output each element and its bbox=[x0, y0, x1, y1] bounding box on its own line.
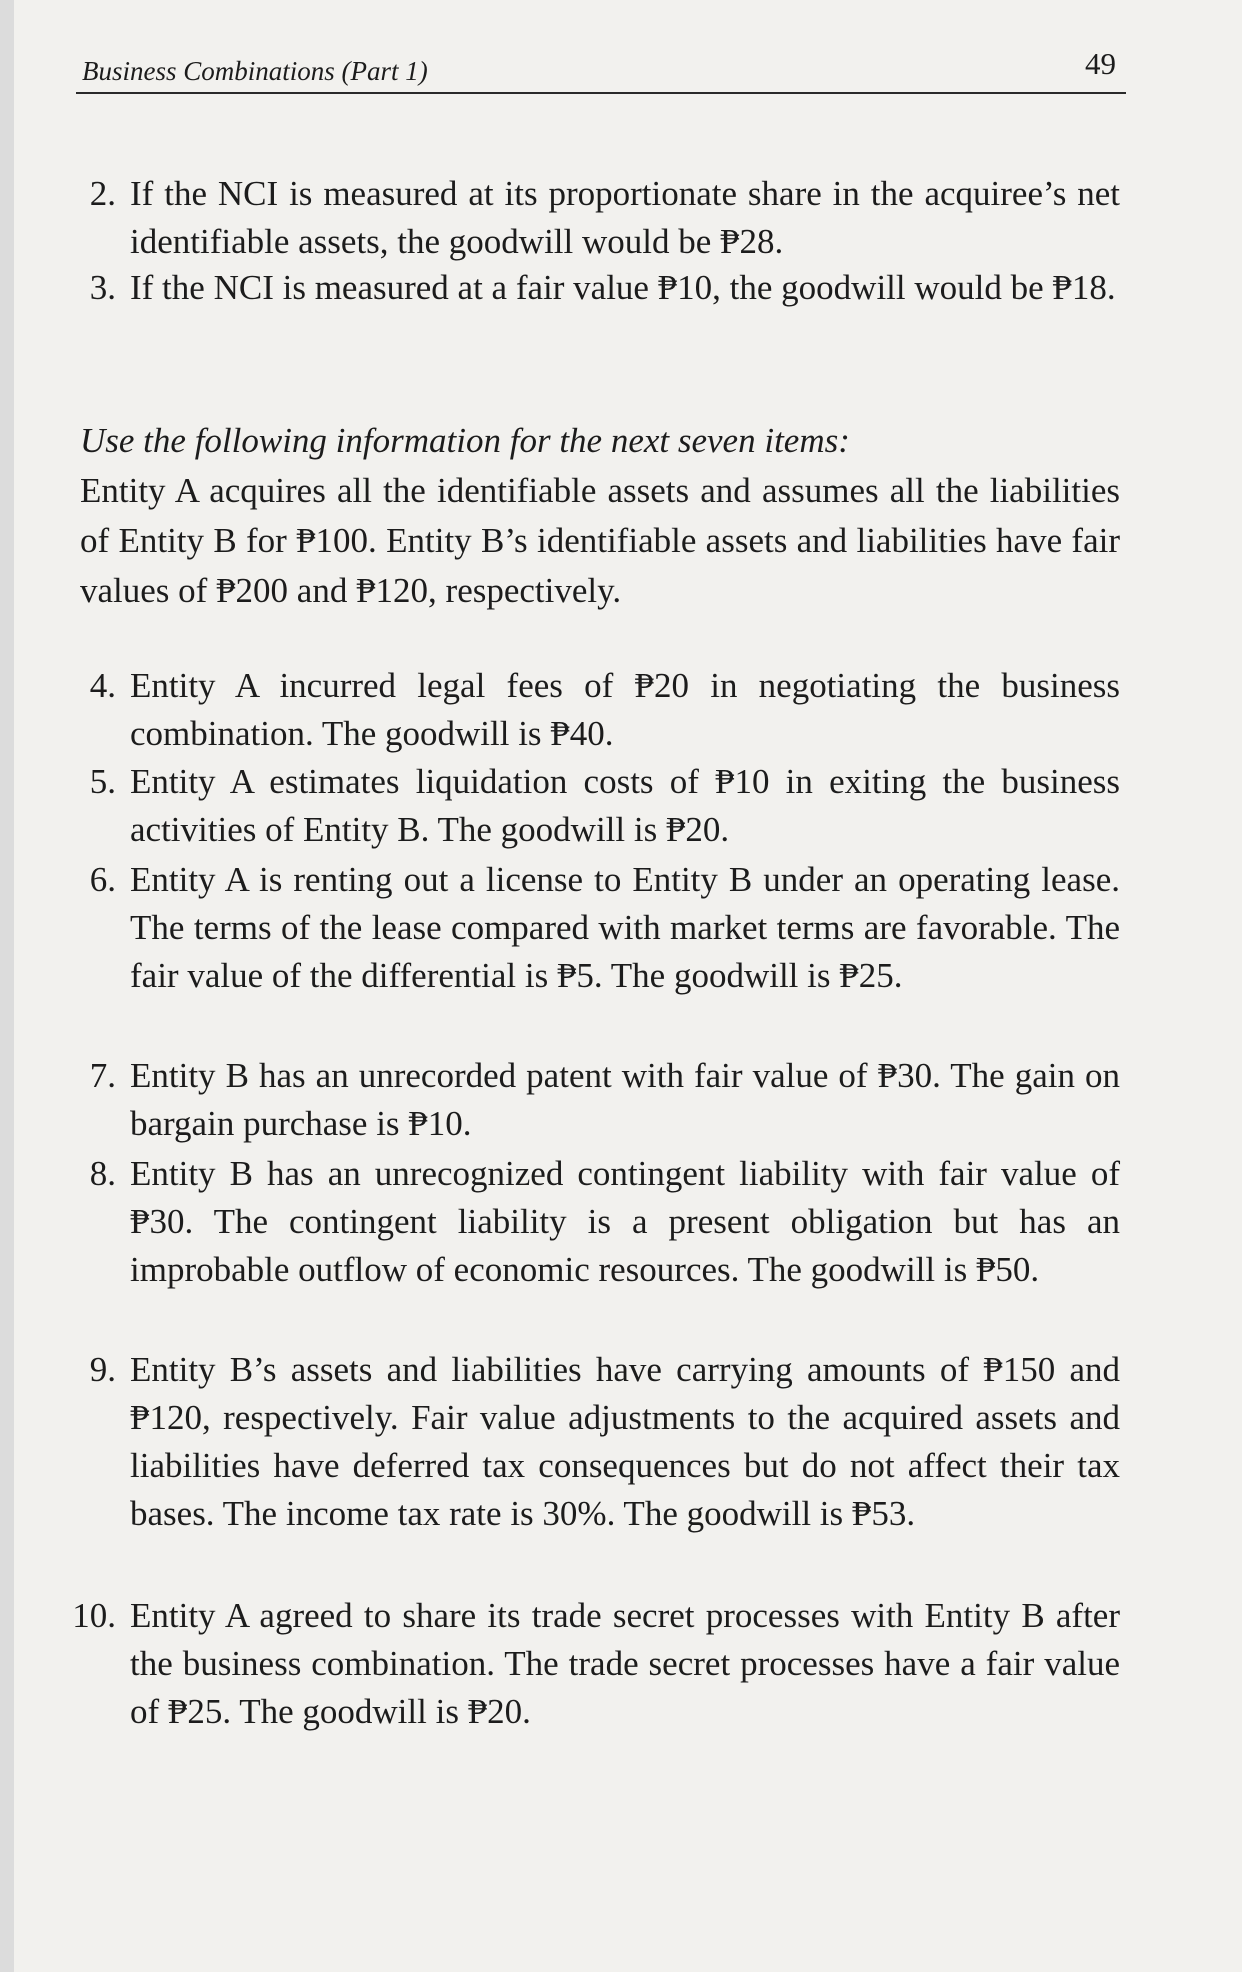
item-number: 5. bbox=[89, 762, 116, 801]
list-item bbox=[89, 856, 1120, 1000]
item-number: 7. bbox=[89, 1056, 116, 1095]
list-item bbox=[89, 758, 1120, 854]
item-text: Entity B has an unrecorded patent with fair value of ₱30. The gain on bargain purchase is ₱10. bbox=[130, 1056, 1120, 1143]
item-text: Entity B has an unrecognized contingent liability with fair value of ₱30. The contingent liability is a present obligation but has an improbable outflow of economic resources. The goodwill is ₱50. bbox=[130, 1154, 1120, 1289]
item-number: 10. bbox=[72, 1596, 116, 1635]
item-number: 3. bbox=[89, 268, 116, 307]
list-item bbox=[89, 170, 1120, 266]
item-number: 8. bbox=[89, 1154, 116, 1193]
page-number: 49 bbox=[1085, 46, 1116, 81]
list-item bbox=[89, 1150, 1120, 1294]
item-text: Entity A incurred legal fees of ₱20 in negotiating the business combination. The goodwill is ₱40. bbox=[130, 666, 1120, 753]
item-text: Entity A estimates liquidation costs of ₱10 in exiting the business activities of Entity B. The goodwill is ₱20. bbox=[130, 762, 1120, 849]
list-item bbox=[72, 1592, 1120, 1736]
list-item bbox=[89, 662, 1120, 758]
item-text: Entity A is renting out a license to Entity B under an operating lease. The terms of the lease compared with market terms are favorable. The fair value of the differential is ₱5. The goodwill is ₱25. bbox=[130, 860, 1120, 995]
page-edge-shadow bbox=[0, 0, 14, 1972]
item-text: If the NCI is measured at its proportionate share in the acquiree’s net identifiable assets, the goodwill would be ₱28. bbox=[130, 174, 1120, 261]
item-text: If the NCI is measured at a fair value ₱10, the goodwill would be ₱18. bbox=[130, 268, 1116, 307]
item-text: Entity A agreed to share its trade secret processes with Entity B after the business combination. The trade secret processes have a fair value of ₱25. The goodwill is ₱20. bbox=[130, 1596, 1120, 1731]
information-body: Entity A acquires all the identifiable assets and assumes all the liabilities of Entity B for ₱100. Entity B’s identifiable assets and liabilities have fair values of ₱200 and ₱120, respectively. bbox=[80, 471, 1120, 610]
item-number: 2. bbox=[89, 174, 116, 213]
list-item bbox=[89, 1052, 1120, 1148]
information-heading: Use the following information for the next seven items: bbox=[80, 421, 850, 460]
running-head: Business Combinations (Part 1) bbox=[82, 56, 428, 86]
item-number: 6. bbox=[89, 860, 116, 899]
information-block bbox=[80, 416, 1120, 616]
item-number: 4. bbox=[89, 666, 116, 705]
item-text: Entity B’s assets and liabilities have carrying amounts of ₱150 and ₱120, respectively. Fair value adjustments to the acquired assets and liabilities have deferred tax consequences but do not affect their tax bases. The income tax rate is 30%. The goodwill is ₱53. bbox=[130, 1350, 1120, 1533]
list-item bbox=[89, 264, 1120, 312]
header-rule bbox=[76, 92, 1126, 94]
item-number: 9. bbox=[89, 1350, 116, 1389]
list-item bbox=[89, 1346, 1120, 1538]
